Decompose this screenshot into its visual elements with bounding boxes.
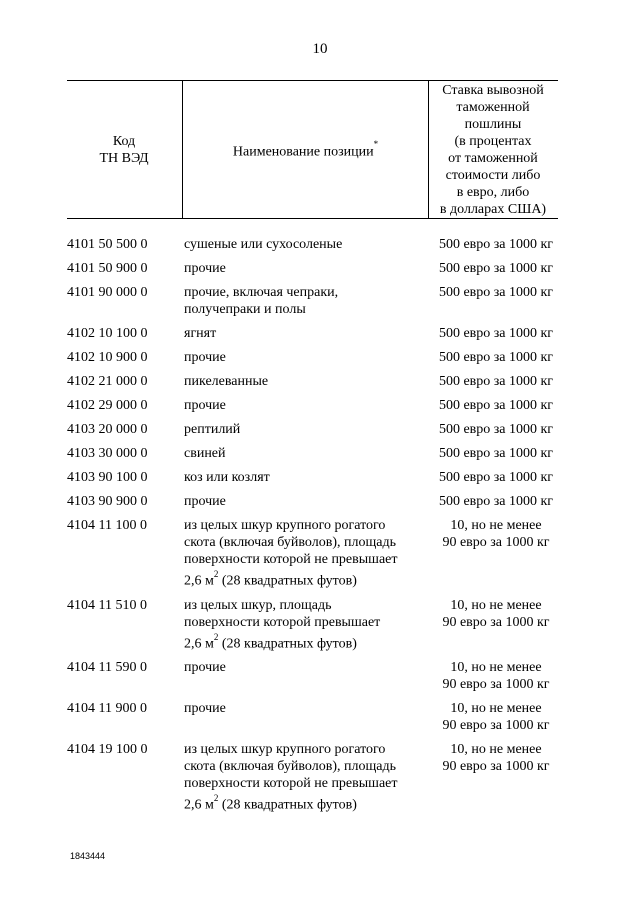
table-row xyxy=(67,373,558,390)
position-name-line: из целых шкур крупного рогатого xyxy=(184,742,386,758)
duty-rate-line: 10, но не менее xyxy=(450,518,542,533)
header-name-label: Наименование позиции xyxy=(232,144,374,160)
position-name xyxy=(181,445,434,462)
header-rate-column xyxy=(428,81,558,218)
duty-rate-line: 10, но не менее xyxy=(450,660,542,676)
table-row xyxy=(67,445,558,462)
position-name-line: коз или козлят xyxy=(184,470,270,485)
position-name xyxy=(181,236,434,253)
header-rate-line: от таможенной xyxy=(448,150,538,166)
header-name-column xyxy=(182,81,429,218)
position-name xyxy=(181,325,434,342)
duty-rate xyxy=(434,493,558,510)
table-row xyxy=(67,260,558,277)
position-name xyxy=(181,284,434,318)
position-name-line: пикелеванные xyxy=(184,374,269,389)
duty-rate xyxy=(434,397,558,414)
tnved-code: 4102 10 900 0 xyxy=(67,350,148,365)
tnved-code: 4104 19 100 0 xyxy=(67,742,148,758)
header-rate-line: в долларах США) xyxy=(439,201,547,217)
table-row xyxy=(67,284,558,318)
tnved-code: 4103 20 000 0 xyxy=(67,422,148,437)
duty-rate xyxy=(434,260,558,277)
duty-rate xyxy=(434,597,558,653)
document-code: 1843444 xyxy=(70,851,106,861)
duty-rate-line: 500 евро за 1000 кг xyxy=(438,398,554,413)
header-rate-line: в евро, либо xyxy=(456,184,530,200)
header-rate-line: (в процентах xyxy=(454,133,532,149)
position-name-line: ягнят xyxy=(184,326,217,341)
position-name-line: поверхности которой не превышает xyxy=(184,552,398,567)
duty-rate xyxy=(434,284,558,318)
position-name-line: получепраки и полы xyxy=(184,302,306,317)
position-name-line: рептилий xyxy=(184,422,241,437)
duty-rate xyxy=(434,517,558,590)
table-row xyxy=(67,517,558,590)
header-rate-line: стоимости либо xyxy=(445,167,541,183)
table-row xyxy=(67,236,558,253)
table-row xyxy=(67,469,558,486)
table-row xyxy=(67,741,558,814)
position-name-line: из целых шкур крупного рогатого xyxy=(184,518,386,533)
duty-rate-line: 10, но не менее xyxy=(450,597,542,613)
superscript: 2 xyxy=(213,569,219,579)
superscript: 2 xyxy=(213,631,219,642)
tnved-code: 4103 90 100 0 xyxy=(67,470,148,485)
position-name xyxy=(181,517,434,590)
position-name xyxy=(181,700,434,734)
tnved-code: 4101 50 500 0 xyxy=(67,237,148,252)
duty-rate-line: 90 евро за 1000 кг xyxy=(442,718,550,734)
duty-rate-line: 90 евро за 1000 кг xyxy=(442,535,550,550)
position-name-line: прочие xyxy=(184,398,226,413)
tnved-code: 4101 50 900 0 xyxy=(67,261,148,276)
position-name-line: 2,6 $м^2$ (28 квадратных футов) xyxy=(184,631,357,652)
duty-rate-line: 500 евро за 1000 кг xyxy=(438,326,554,341)
duty-rate-line: 10, но не менее xyxy=(450,701,542,717)
duty-rate xyxy=(434,469,558,486)
table-row xyxy=(67,421,558,438)
duty-rate-line: 90 евро за 1000 кг xyxy=(442,614,550,630)
position-name-line: скота (включая буйволов), площадь xyxy=(184,535,396,550)
tnved-code: 4103 90 900 0 xyxy=(67,494,148,509)
position-name xyxy=(181,597,434,653)
duty-rate xyxy=(434,373,558,390)
table-row xyxy=(67,659,558,693)
position-name xyxy=(181,349,434,366)
duty-rate-line: 500 евро за 1000 кг xyxy=(438,261,554,276)
tnved-code: 4102 10 100 0 xyxy=(67,326,148,341)
position-name-line: прочие xyxy=(184,701,226,717)
table-row xyxy=(67,493,558,510)
tnved-code: 4104 11 590 0 xyxy=(67,660,147,676)
duty-rate-line: 500 евро за 1000 кг xyxy=(438,374,554,389)
duty-rate xyxy=(434,659,558,693)
duty-rate xyxy=(434,741,558,814)
position-name-line: поверхности которой превышает xyxy=(184,614,381,630)
header-rate-line: Ставка вывозной xyxy=(442,82,544,98)
duty-rate-line: 500 евро за 1000 кг xyxy=(438,494,554,509)
table-body xyxy=(67,236,558,821)
duty-rate-line: 90 евро за 1000 кг xyxy=(442,759,550,775)
position-name-line: прочие xyxy=(184,261,226,276)
table-row xyxy=(67,597,558,653)
tnved-code: 4102 21 000 0 xyxy=(67,374,148,389)
duty-rate xyxy=(434,349,558,366)
position-name-line: свиней xyxy=(184,446,226,461)
tnved-code: 4101 90 000 0 xyxy=(67,285,148,300)
position-name xyxy=(181,659,434,693)
duty-rate-line: 500 евро за 1000 кг xyxy=(438,470,554,485)
duty-rate xyxy=(434,421,558,438)
tnved-code: 4104 11 900 0 xyxy=(67,701,147,717)
duty-rate-line: 500 евро за 1000 кг xyxy=(438,446,554,461)
tnved-code: 4104 11 100 0 xyxy=(67,518,147,533)
table-row xyxy=(67,325,558,342)
table-row xyxy=(67,349,558,366)
position-name-line: прочие xyxy=(184,350,226,365)
position-name-line: сушеные или сухосоленые xyxy=(184,237,343,252)
position-name-line: прочие xyxy=(184,660,226,676)
duty-rate xyxy=(434,700,558,734)
position-name-line: прочие xyxy=(184,494,226,509)
table-header xyxy=(67,80,558,219)
tnved-code: 4102 29 000 0 xyxy=(67,398,148,413)
superscript: 2 xyxy=(213,793,219,804)
position-name xyxy=(181,741,434,814)
position-name-line: 2,6 $м^2$ (28 квадратных футов) xyxy=(184,569,357,589)
position-name-line: поверхности которой не превышает xyxy=(184,776,398,792)
position-name-line: скота (включая буйволов), площадь xyxy=(184,759,396,775)
header-code-line2: ТН ВЭД xyxy=(99,150,149,166)
position-name xyxy=(181,373,434,390)
duty-rate-line: 500 евро за 1000 кг xyxy=(438,285,554,300)
header-rate-line: таможенной xyxy=(456,99,530,115)
header-name-footnote-mark: * xyxy=(373,138,379,149)
tnved-code: 4104 11 510 0 xyxy=(67,597,147,613)
position-name-line: прочие, включая чепраки, xyxy=(184,285,339,300)
position-name-line: 2,6 $м^2$ (28 квадратных футов) xyxy=(184,793,357,813)
table-row xyxy=(67,397,558,414)
position-name xyxy=(181,260,434,277)
duty-rate-line: 500 евро за 1000 кг xyxy=(438,237,554,252)
position-name xyxy=(181,421,434,438)
tnved-code: 4103 30 000 0 xyxy=(67,446,148,461)
position-name xyxy=(181,493,434,510)
header-code-column xyxy=(67,81,181,218)
duty-rate xyxy=(434,445,558,462)
duty-rate-line: 90 евро за 1000 кг xyxy=(442,677,550,693)
duty-rate xyxy=(434,236,558,253)
header-code-line1: Код xyxy=(112,133,136,149)
position-name-line: из целых шкур, площадь xyxy=(184,597,332,613)
position-name xyxy=(181,469,434,486)
duty-rate-line: 500 евро за 1000 кг xyxy=(438,422,554,437)
duty-rate-line: 500 евро за 1000 кг xyxy=(438,350,554,365)
position-name xyxy=(181,397,434,414)
duty-rate-line: 10, но не менее xyxy=(450,742,542,758)
page-number: 10 xyxy=(312,41,328,57)
duty-rate xyxy=(434,325,558,342)
header-rate-line: пошлины xyxy=(464,116,522,132)
table-row xyxy=(67,700,558,734)
